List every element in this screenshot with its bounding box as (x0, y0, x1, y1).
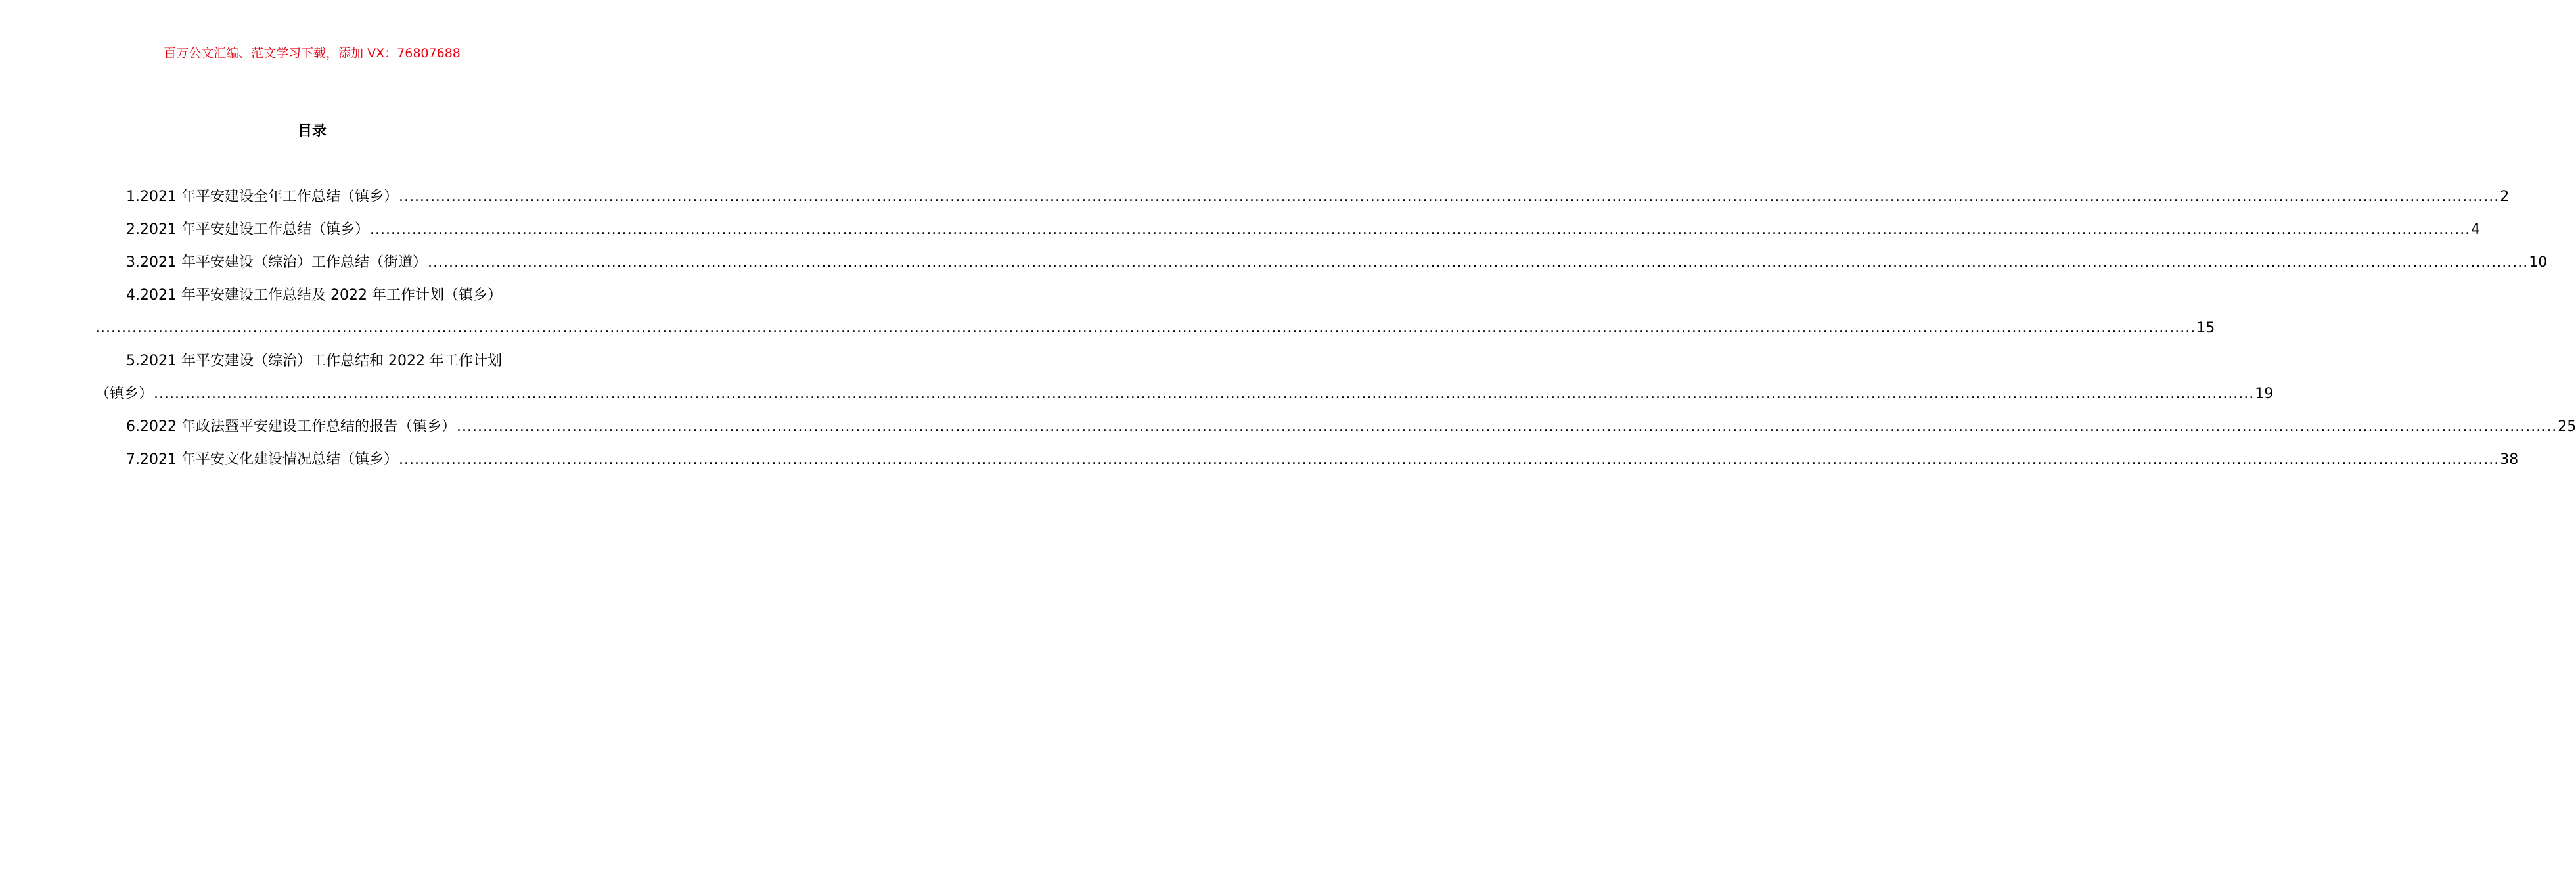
toc-page-number: 38 (2500, 451, 2519, 468)
toc-page-number: 15 (2196, 320, 2215, 336)
toc-entry-3[interactable] (126, 250, 2548, 276)
toc-entry-title: 7.2021 年平安文化建设情况总结（镇乡） (126, 451, 398, 468)
toc-entry-title: 2.2021 年平安建设工作总结（镇乡） (126, 221, 369, 238)
toc-entry-4[interactable] (126, 283, 530, 309)
toc-page-number: 2 (2500, 189, 2510, 205)
toc-page-number: 25 (2558, 419, 2576, 435)
toc-entry-title: 6.2022 年政法暨平安建设工作总结的报告（镇乡） (126, 419, 456, 435)
toc-leader-dots: ................................................................................................................................................................................................................................................................................................................................................................................................................ (398, 189, 2500, 205)
toc-entry-title: 4.2021 年平安建设工作总结及 2022 年工作计划（镇乡） (126, 287, 502, 304)
toc-leader-dots: ................................................................................................................................................................................................................................................................................................................................................................................................................ (398, 451, 2500, 468)
toc-leader-dots: ................................................................................................................................................................................................................................................................................................................................................................................................................ (427, 254, 2529, 271)
toc-page-number: 4 (2471, 221, 2481, 238)
watermark-header: 百万公文汇编、范文学习下载，添加 VX：76807688 (164, 46, 461, 60)
toc-page-number: 10 (2529, 254, 2548, 271)
toc-entry-1[interactable] (126, 184, 2510, 210)
page-title: 目录 (297, 123, 327, 139)
toc-entry-5-continuation[interactable] (95, 381, 2274, 407)
toc-page-number: 19 (2255, 386, 2274, 402)
toc-entry-title: 1.2021 年平安建设全年工作总结（镇乡） (126, 189, 398, 205)
toc-entry-6[interactable] (126, 414, 2576, 440)
toc-entry-4-continuation[interactable] (95, 315, 2215, 342)
toc-entry-5[interactable] (126, 348, 530, 374)
toc-entry-7[interactable] (126, 447, 2519, 473)
toc-leader-dots: ................................................................................................................................................................................................................................................................................................................................................................................................................ (154, 386, 2255, 402)
toc-leader-dots: ................................................................................................................................................................................................................................................................................................................................................................................................................ (369, 221, 2471, 238)
toc-entry-2[interactable] (126, 217, 2481, 243)
toc-entry-title: 5.2021 年平安建设（综治）工作总结和 2022 年工作计划 (126, 353, 502, 369)
toc-leader-dots: ................................................................................................................................................................................................................................................................................................................................................................................................................ (456, 419, 2558, 435)
toc-leader-dots: ................................................................................................................................................................................................................................................................................................................................................................................................................ (95, 320, 2196, 336)
toc-entry-title-continuation: （镇乡） (95, 386, 154, 402)
toc-entry-title: 3.2021 年平安建设（综治）工作总结（街道） (126, 254, 427, 271)
